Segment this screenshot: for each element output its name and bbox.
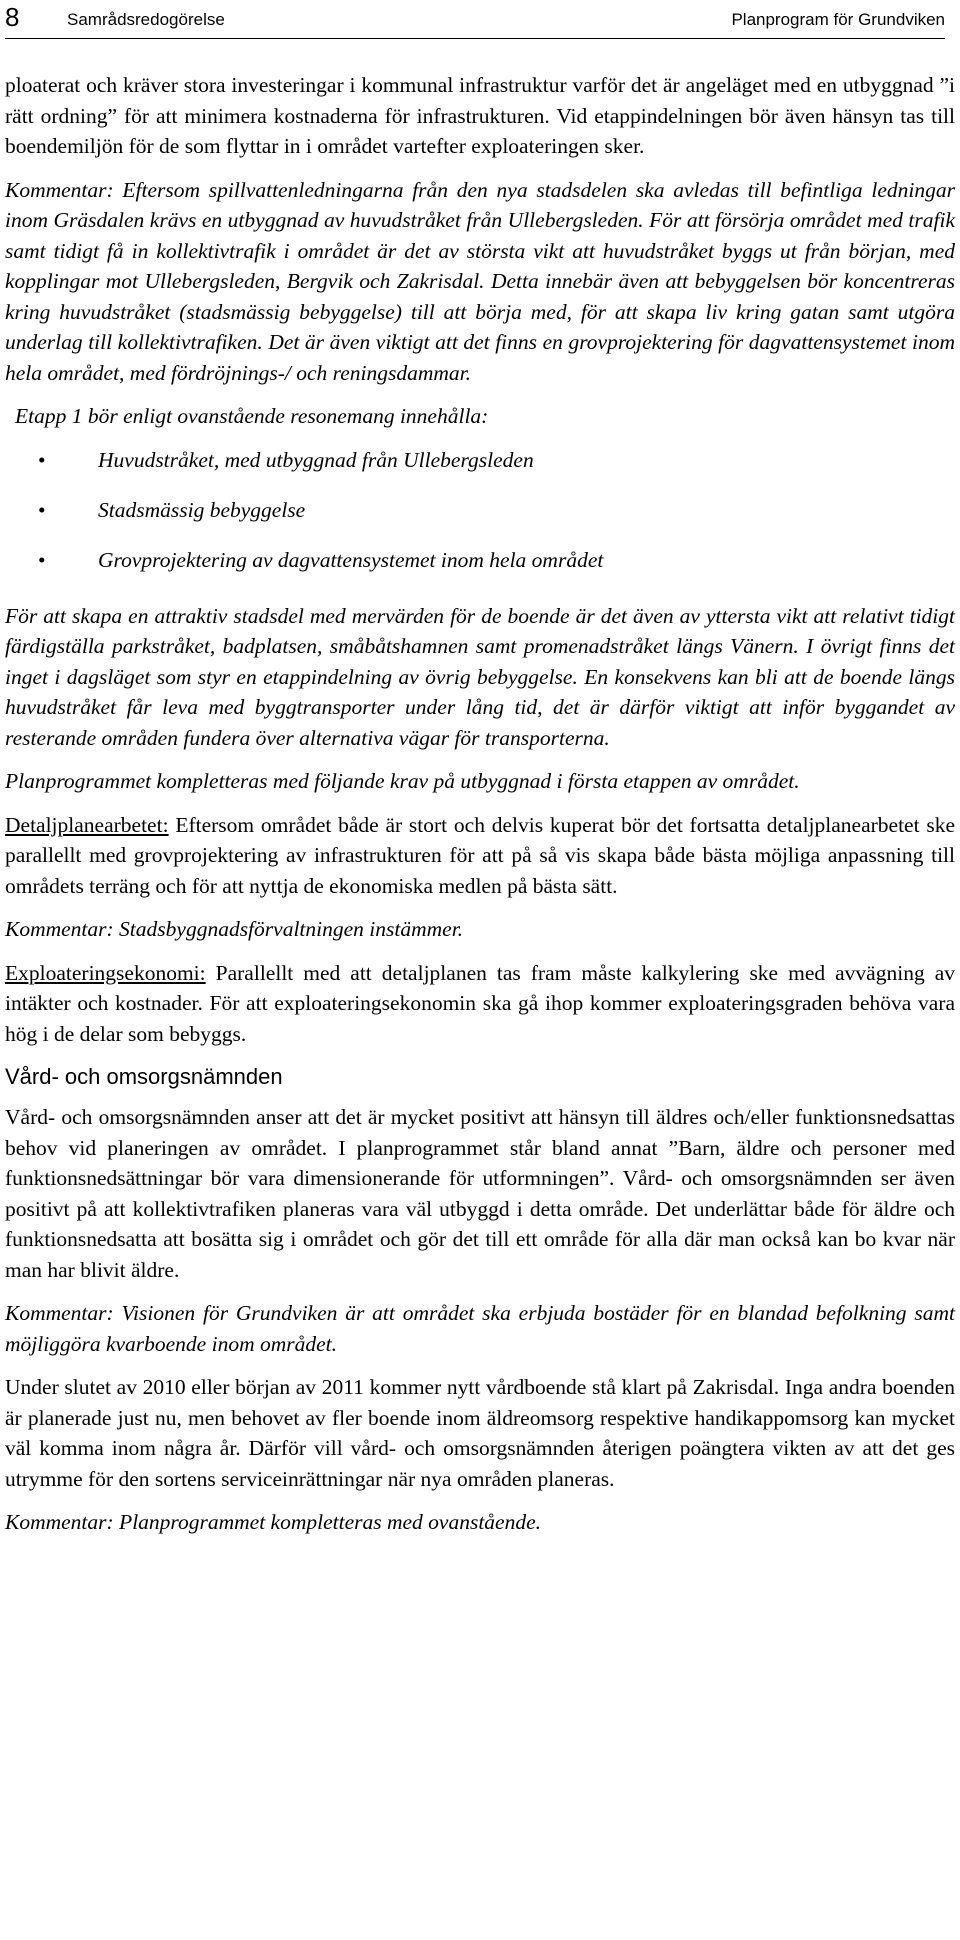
exploatering-text: Parallellt med att detaljplanen tas fram måste kalkylering ske med avvägning av intäkter och kostnader. För att exploateringsekonomin ska gå ihop kommer exploateringsgraden behöva vara hög i de delar som bebyggs.	[5, 960, 955, 1046]
header-left-title: Samrådsredogörelse	[67, 10, 225, 29]
paragraph-intro: ploaterat och kräver stora investeringar i kommunal infrastruktur varför det är angeläget med en utbyggnad ”i rätt ordning” för att minimera kostnaderna för infrastrukturen. Vid etappindelningen bör även hänsyn tas till boendemiljön för de som flyttar in i området vartefter exploateringen sker.	[5, 73, 955, 158]
bullet-icon: •	[38, 447, 46, 472]
paragraph-vardboende: Under slutet av 2010 eller början av 2011 kommer nytt vårdboende stå klart på Zakrisdal. Inga andra boenden är planerade just nu, men behovet av fler boende inom äldreomsorg respektive handikappomsorg kan mycket väl komma inom några år. Därför vill vård- och omsorgsnämnden återigen poängtera vikten av att det ges utrymme för den sortens serviceinrättningar när nya områden planeras.	[5, 1375, 955, 1491]
paragraph-vard: Vård- och omsorgsnämnden anser att det är mycket positivt att hänsyn till äldres och/eller funktionsnedsattas behov vid planeringen av området. I planprogrammet står bland annat ”Barn, äldre och personer med funktionsnedsättningar bör vara dimensionerande för utformningen”. Vård- och omsorgsnämnden ser även positivt på att kollektivtrafiken planeras vara väl utbyggd i detta område. Det underlättar både för äldre och funktionsnedsatta att bosätta sig i området och gör det till ett område för alla där man också kan bo kvar när man har blivit äldre.	[5, 1105, 955, 1282]
bullet-list	[5, 445, 955, 595]
list-item: • Huvudstråket, med utbyggnad från Ullebergsleden	[5, 445, 955, 495]
paragraph-detaljplan	[5, 810, 955, 902]
comment-final: Kommentar: Planprogrammet kompletteras med ovanstående.	[5, 1510, 542, 1534]
comment-instammer: Kommentar: Stadsbyggnadsförvaltningen instämmer.	[5, 917, 464, 941]
comment-vision: Kommentar: Visionen för Grundviken är att området ska erbjuda bostäder för en blandad befolkning samt möjliggöra kvarboende inom området.	[5, 1301, 955, 1356]
exploatering-label: Exploateringsekonomi:	[5, 960, 206, 985]
list-intro: Etapp 1 bör enligt ovanstående resonemang innehålla:	[15, 404, 489, 428]
comment-paragraph: Kommentar: Eftersom spillvattenledningarna från den nya stadsdelen ska avledas till befintliga ledningar inom Gräsdalen krävs en utbyggnad av huvudstråket från Ullebergsleden. För att försörja området med trafik samt tidigt få in kollektivtrafik i området är det av största vikt att huvudstråket byggs ut från början, med kopplingar mot Ullebergsleden, Bergvik och Zakrisdal. Detta innebär även att bebyggelsen bör koncentreras kring huvudstråket (stadsmässig bebyggelse) till att börja med, för att skapa liv kring gatan samt utgöra underlag till kollektivtrafiken. Det är även viktigt att det finns en grovprojektering för dagvattensystemet inom hela området, med fördröjnings-/ och reningsdammar.	[5, 177, 955, 385]
detaljplan-label: Detaljplanearbetet:	[5, 812, 169, 837]
bullet-icon: •	[38, 497, 46, 522]
page-header	[5, 0, 945, 39]
list-item: • Stadsmässig bebyggelse	[5, 495, 955, 545]
detaljplan-text: Eftersom området både är stort och delvis kuperat bör det fortsatta detaljplanearbetet ske parallellt med grovprojektering av infrastrukturen för att på så vis skapa både bästa möjliga anpassning till områdets terräng och för att nyttja de ekonomiska medlen på bästa sätt.	[5, 812, 955, 898]
paragraph-komplettering: Planprogrammet kompletteras med följande krav på utbyggnad i första etappen av området.	[5, 769, 800, 793]
list-item: • Grovprojektering av dagvattensystemet inom hela området	[5, 545, 955, 595]
section-heading: Vård- och omsorgsnämnden	[5, 1064, 283, 1089]
body-text	[5, 70, 955, 1551]
page-number: 8	[5, 2, 20, 32]
paragraph-exploatering	[5, 958, 955, 1050]
bullet-icon: •	[38, 547, 46, 572]
paragraph-etapp: För att skapa en attraktiv stadsdel med mervärden för de boende är det även av yttersta vikt att relativt tidigt färdigställa parkstråket, badplatsen, småbåtshamnen samt promenadstråket längs Vänern. I övrigt finns det inget i dagsläget som styr en etappindelning av övrig bebyggelse. En konsekvens kan bli att de boende längs huvudstråket får leva med byggtransporter under lång tid, det är därför viktigt att inför byggandet av resterande områden fundera över alternativa vägar för transporterna.	[5, 603, 955, 750]
header-right-title: Planprogram för Grundviken	[731, 10, 945, 29]
